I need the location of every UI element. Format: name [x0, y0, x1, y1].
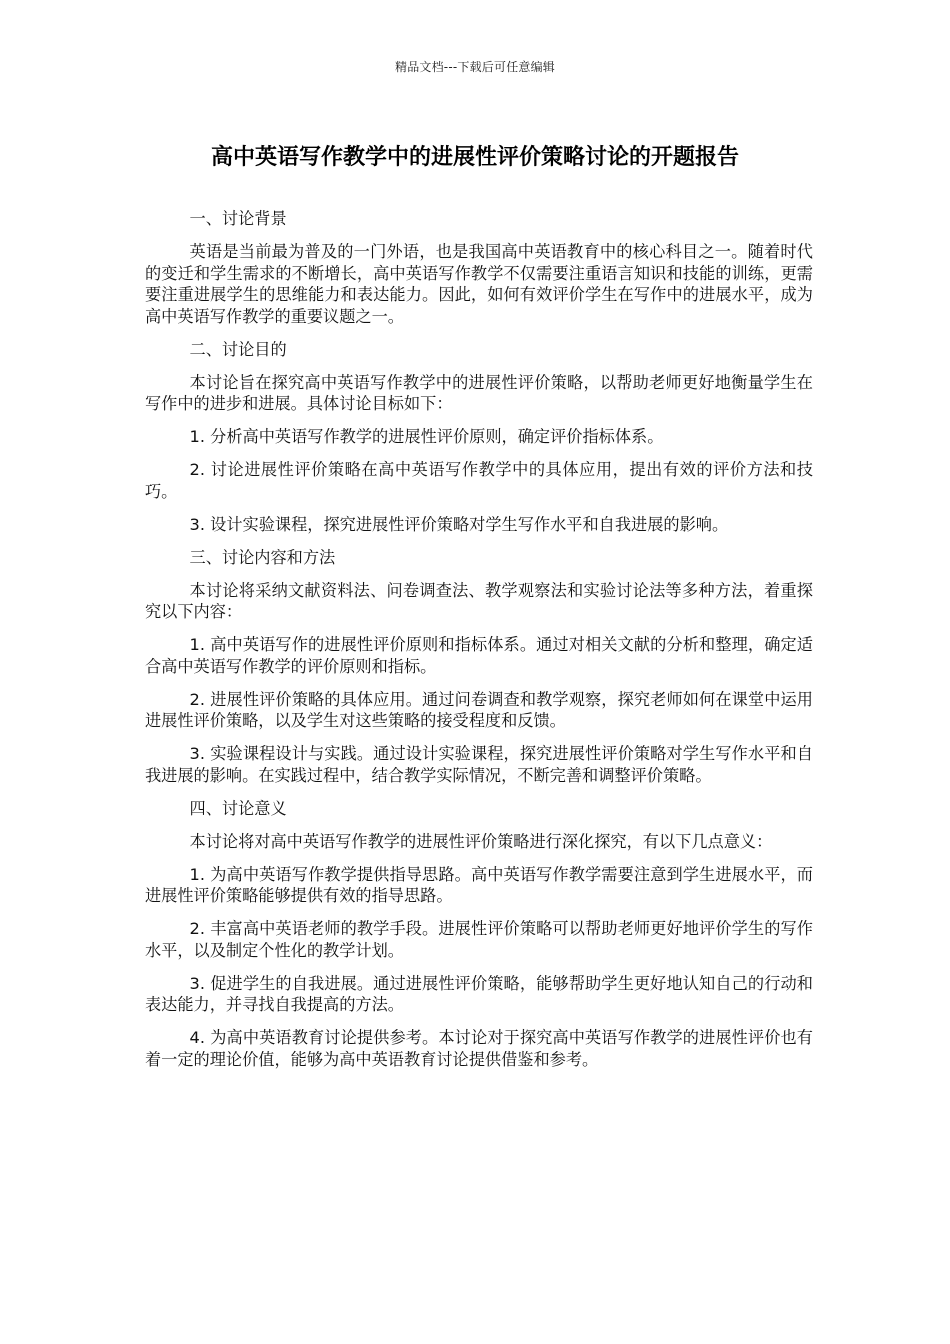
list-item: 1. 分析高中英语写作教学的进展性评价原则，确定评价指标体系。 — [189, 427, 664, 446]
list-item: 2. 讨论进展性评价策略在高中英语写作教学中的具体应用，提出有效的评价方法和技巧。 — [145, 460, 813, 501]
paragraph: 本讨论将采纳文献资料法、问卷调查法、教学观察法和实验讨论法等多种方法，着重探究以下内容： — [145, 580, 813, 621]
list-item: 2. 丰富高中英语老师的教学手段。进展性评价策略可以帮助老师更好地评价学生的写作水平，以及制定个性化的教学计划。 — [145, 919, 813, 960]
section-heading-significance: 四、讨论意义 — [189, 798, 287, 818]
document-title: 高中英语写作教学中的进展性评价策略讨论的开题报告 — [210, 145, 739, 170]
paragraph: 英语是当前最为普及的一门外语，也是我国高中英语教育中的核心科目之一。随着时代的变迁和学生需求的不断增长，高中英语写作教学不仅需要注重语言知识和技能的训练，更需要注重进展学生的思维能力和表达能力。因此，如何有效评价学生在写作中的进展水平，成为高中英语写作教学的重要议题之一。 — [145, 242, 813, 326]
paragraph: 本讨论将对高中英语写作教学的进展性评价策略进行深化探究，有以下几点意义： — [189, 831, 773, 851]
list-item: 2. 进展性评价策略的具体应用。通过问卷调查和教学观察，探究老师如何在课堂中运用进展性评价策略，以及学生对这些策略的接受程度和反馈。 — [145, 689, 813, 730]
section-heading-background: 一、讨论背景 — [189, 209, 287, 228]
document-body — [145, 208, 813, 1082]
list-item: 3. 促进学生的自我进展。通过进展性评价策略，能够帮助学生更好地认知自己的行动和表达能力，并寻找自我提高的方法。 — [145, 973, 813, 1014]
header-note: 精品文档---下载后可任意编辑 — [395, 60, 555, 74]
list-item: 3. 设计实验课程，探究进展性评价策略对学生写作水平和自我进展的影响。 — [189, 514, 729, 534]
list-item: 3. 实验课程设计与实践。通过设计实验课程，探究进展性评价策略对学生写作水平和自我进展的影响。在实践过程中，结合教学实际情况，不断完善和调整评价策略。 — [145, 744, 813, 785]
list-item: 1. 为高中英语写作教学提供指导思路。高中英语写作教学需要注意到学生进展水平，而进展性评价策略能够提供有效的指导思路。 — [145, 864, 813, 905]
paragraph: 本讨论旨在探究高中英语写作教学中的进展性评价策略，以帮助老师更好地衡量学生在写作中的进步和进展。具体讨论目标如下： — [145, 372, 813, 413]
list-item: 1. 高中英语写作的进展性评价原则和指标体系。通过对相关文献的分析和整理，确定适合高中英语写作教学的评价原则和指标。 — [145, 635, 813, 676]
section-heading-content-methods: 三、讨论内容和方法 — [189, 547, 336, 567]
list-item: 4. 为高中英语教育讨论提供参考。本讨论对于探究高中英语写作教学的进展性评价也有着一定的理论价值，能够为高中英语教育讨论提供借鉴和参考。 — [145, 1028, 813, 1069]
section-heading-purpose: 二、讨论目的 — [189, 339, 287, 359]
